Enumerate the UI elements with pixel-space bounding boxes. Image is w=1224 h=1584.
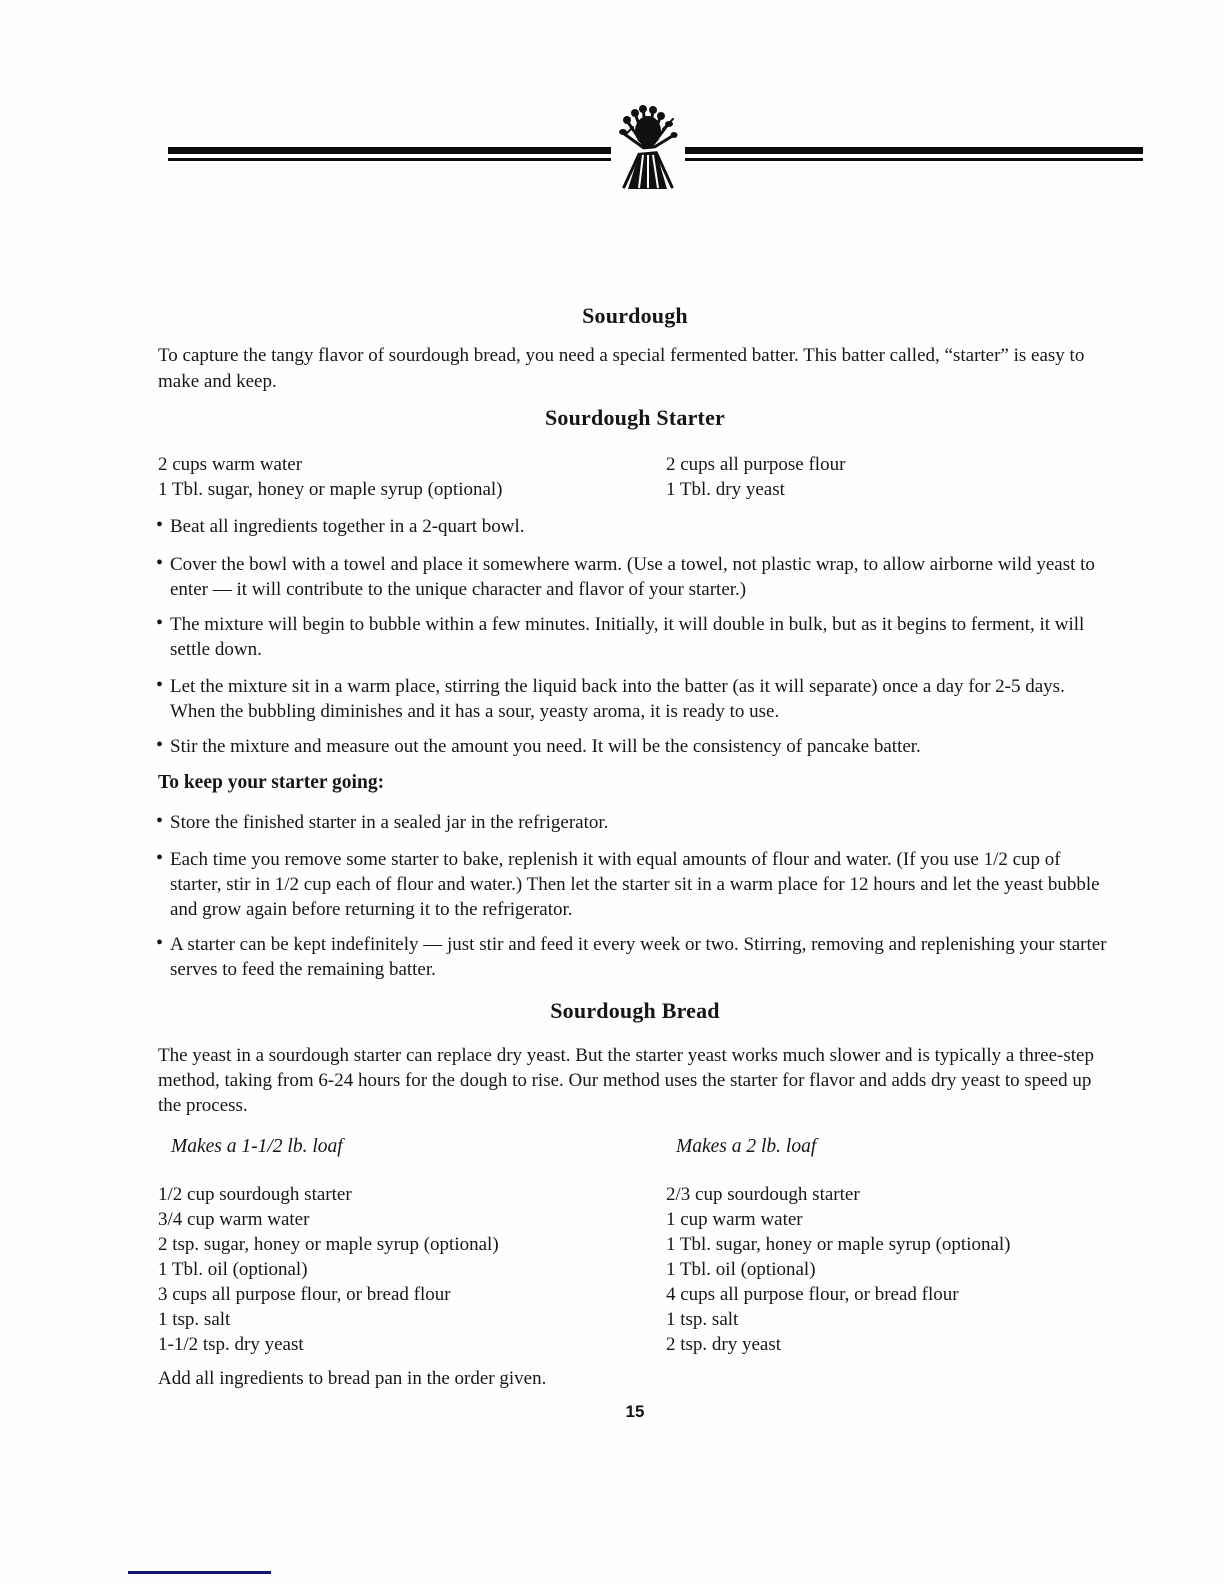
- ingredient-line: 1 tsp. salt: [158, 1309, 231, 1330]
- ingredient-line: 2/3 cup sourdough starter: [666, 1184, 860, 1205]
- keep-starter-step: • A starter can be kept indefinitely — just stir and feed it every week or two. Stirring, removing and replenishing your starter serves to feed the remaining batter.: [156, 932, 1108, 982]
- bottom-accent-line: [128, 1571, 271, 1574]
- large-loaf-ingredients-column: [666, 1182, 1011, 1357]
- starter-ingredients-left-column: [158, 452, 503, 502]
- starter-step: • The mixture will begin to bubble within a few minutes. Initially, it will double in bulk, but as it begins to ferment, it will settle down.: [156, 612, 1108, 662]
- section-title-sourdough: Sourdough: [582, 303, 688, 328]
- section-title-sourdough-starter: Sourdough Starter: [544, 405, 726, 430]
- ingredient-line: 1 tsp. salt: [666, 1309, 739, 1330]
- ingredient-line: 1 Tbl. sugar, honey or maple syrup (optional): [666, 1234, 1011, 1255]
- sourdough-intro-paragraph: To capture the tangy flavor of sourdough bread, you need a special fermented batter. This batter called, “starter” is easy to make and keep.: [158, 345, 1085, 392]
- starter-step: • Cover the bowl with a towel and place it somewhere warm. (Use a towel, not plastic wrap, to allow airborne wild yeast to enter — it will contribute to the unique character and flavor of your starter.): [156, 552, 1108, 602]
- starter-step: • Beat all ingredients together in a 2-quart bowl.: [156, 514, 1108, 539]
- page-number: 15: [625, 1402, 645, 1421]
- ingredient-line: 2 cups all purpose flour: [666, 454, 846, 475]
- ingredient-line: 2 tsp. dry yeast: [666, 1334, 782, 1355]
- ingredient-line: 1 cup warm water: [666, 1209, 803, 1230]
- keep-starter-step: • Store the finished starter in a sealed jar in the refrigerator.: [156, 810, 1108, 835]
- small-loaf-ingredients-column: [158, 1182, 499, 1357]
- keep-starter-heading: To keep your starter going:: [158, 772, 385, 793]
- ingredient-line: 3/4 cup warm water: [158, 1209, 310, 1230]
- closing-instruction: Add all ingredients to bread pan in the order given.: [158, 1368, 547, 1389]
- starter-ingredients-right-column: [666, 452, 845, 502]
- starter-step: • Let the mixture sit in a warm place, stirring the liquid back into the batter (as it will separate) once a day for 2-5 days. When the bubbling diminishes and it has a sour, yeasty aroma, it is ready to use.: [156, 674, 1108, 724]
- ingredient-line: 2 tsp. sugar, honey or maple syrup (optional): [158, 1234, 499, 1255]
- ingredient-line: 1 Tbl. dry yeast: [666, 479, 785, 500]
- ingredient-line: 1-1/2 tsp. dry yeast: [158, 1334, 304, 1355]
- large-loaf-heading: Makes a 2 lb. loaf: [676, 1136, 817, 1157]
- ingredient-line: 1 Tbl. oil (optional): [666, 1259, 816, 1280]
- ingredient-line: 2 cups warm water: [158, 454, 303, 475]
- keep-starter-step: • Each time you remove some starter to bake, replenish it with equal amounts of flour and water. (If you use 1/2 cup of starter, stir in 1/2 cup each of flour and water.) Then let the starter sit in a warm place for 12 hours and let the yeast bubble and grow again before returning it to the refrigerator.: [156, 847, 1108, 922]
- ingredient-line: 4 cups all purpose flour, or bread flour: [666, 1284, 959, 1305]
- ingredient-line: 3 cups all purpose flour, or bread flour: [158, 1284, 451, 1305]
- ingredient-line: 1 Tbl. sugar, honey or maple syrup (optional): [158, 479, 503, 500]
- section-title-sourdough-bread: Sourdough Bread: [550, 998, 720, 1023]
- ingredient-line: 1/2 cup sourdough starter: [158, 1184, 352, 1205]
- small-loaf-heading: Makes a 1-1/2 lb. loaf: [171, 1136, 343, 1157]
- bread-intro-paragraph: The yeast in a sourdough starter can replace dry yeast. But the starter yeast works much slower and is typically a three-step method, taking from 6-24 hours for the dough to rise. Our method uses the starter for flavor and adds dry yeast to speed up the process.: [158, 1045, 1094, 1116]
- wheat-sheaf-icon: [611, 104, 685, 194]
- ingredient-line: 1 Tbl. oil (optional): [158, 1259, 308, 1280]
- starter-step: • Stir the mixture and measure out the amount you need. It will be the consistency of pancake batter.: [156, 734, 1108, 759]
